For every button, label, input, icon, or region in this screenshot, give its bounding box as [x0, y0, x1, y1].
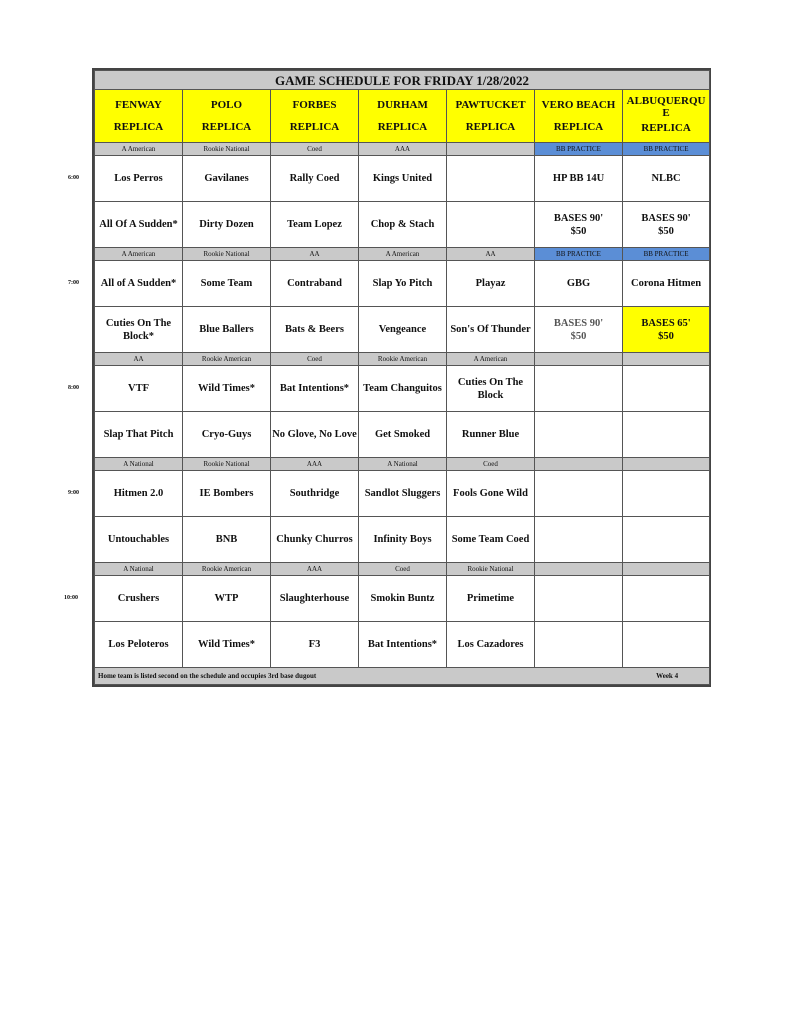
division-row [95, 563, 710, 576]
game-cell: GBG [535, 261, 623, 307]
division-row [95, 458, 710, 471]
division-label: AA [95, 353, 183, 366]
game-cell: Smokin Buntz [359, 576, 447, 622]
game-cell [535, 576, 623, 622]
game-cell: Slaughterhouse [271, 576, 359, 622]
field-sub: REPLICA [641, 122, 691, 134]
game-cell [623, 517, 710, 563]
game-cell: Cuties On The Block* [95, 307, 183, 353]
game-cell: Runner Blue [447, 412, 535, 458]
division-label: AAA [359, 143, 447, 156]
game-cell [535, 517, 623, 563]
division-label: Rookie American [183, 353, 271, 366]
game-row [95, 261, 710, 307]
game-row [95, 156, 710, 202]
game-cell: Los Perros [95, 156, 183, 202]
game-row [95, 412, 710, 458]
schedule-title: GAME SCHEDULE FOR FRIDAY 1/28/2022 [95, 71, 710, 90]
game-cell: Playaz [447, 261, 535, 307]
division-label: AAA [271, 458, 359, 471]
game-cell: Some Team [183, 261, 271, 307]
game-cell: Cuties On The Block [447, 366, 535, 412]
game-cell: BASES 90' $50 [535, 202, 623, 248]
game-cell: Wild Times* [183, 366, 271, 412]
field-sub: REPLICA [201, 121, 252, 133]
game-row [95, 366, 710, 412]
division-label: Rookie National [447, 563, 535, 576]
game-cell: BASES 90' $50 [535, 307, 623, 353]
field-name: DURHAM [377, 99, 428, 111]
field-sub: REPLICA [553, 121, 604, 133]
game-cell [535, 471, 623, 517]
division-label [623, 458, 710, 471]
game-cell: F3 [271, 622, 359, 668]
game-cell [447, 156, 535, 202]
division-label: Rookie National [183, 143, 271, 156]
game-cell: BASES 90' $50 [623, 202, 710, 248]
division-label: A American [95, 248, 183, 261]
game-cell: Wild Times* [183, 622, 271, 668]
division-label: Rookie National [183, 248, 271, 261]
division-label [623, 563, 710, 576]
game-cell: Chop & Stach [359, 202, 447, 248]
field-name: VERO BEACH [541, 99, 616, 111]
field-name: ALBUQUERQU E [626, 95, 706, 119]
game-cell: Slap That Pitch [95, 412, 183, 458]
game-cell: IE Bombers [183, 471, 271, 517]
game-cell [535, 366, 623, 412]
footer-note [95, 668, 710, 685]
time-label: 6:00 [68, 174, 79, 181]
field-name: FORBES [292, 99, 337, 111]
game-cell: BASES 65' $50 [623, 307, 710, 353]
game-cell: Some Team Coed [447, 517, 535, 563]
time-label: 10:00 [64, 594, 78, 601]
game-row [95, 471, 710, 517]
field-header [95, 90, 183, 143]
field-header [535, 90, 623, 143]
division-label: AA [447, 248, 535, 261]
game-cell: WTP [183, 576, 271, 622]
field-header [359, 90, 447, 143]
game-cell: Gavilanes [183, 156, 271, 202]
division-label: Coed [359, 563, 447, 576]
game-cell: Crushers [95, 576, 183, 622]
game-cell: Los Peloteros [95, 622, 183, 668]
game-cell [535, 412, 623, 458]
game-cell [447, 202, 535, 248]
game-cell: Kings United [359, 156, 447, 202]
game-row [95, 576, 710, 622]
game-cell: Get Smoked [359, 412, 447, 458]
game-cell [535, 622, 623, 668]
division-label: A National [95, 458, 183, 471]
division-label: BB PRACTICE [535, 248, 623, 261]
field-name: PAWTUCKET [455, 99, 526, 111]
field-sub: REPLICA [113, 121, 164, 133]
game-cell: Rally Coed [271, 156, 359, 202]
game-cell: All of A Sudden* [95, 261, 183, 307]
division-label: A National [95, 563, 183, 576]
division-label [535, 458, 623, 471]
field-name: FENWAY [115, 99, 162, 111]
week-label: Week 4 [656, 671, 679, 680]
game-cell: Chunky Churros [271, 517, 359, 563]
division-label: Rookie American [183, 563, 271, 576]
game-cell: Bat Intentions* [271, 366, 359, 412]
game-cell: Los Cazadores [447, 622, 535, 668]
schedule-sheet [92, 68, 711, 687]
division-row [95, 353, 710, 366]
game-cell [623, 576, 710, 622]
division-row [95, 248, 710, 261]
field-header [623, 90, 710, 143]
game-cell: VTF [95, 366, 183, 412]
division-label: Rookie National [183, 458, 271, 471]
time-label: 7:00 [68, 279, 79, 286]
game-cell: Team Lopez [271, 202, 359, 248]
field-sub: REPLICA [465, 121, 516, 133]
game-cell: Southridge [271, 471, 359, 517]
division-label [623, 353, 710, 366]
game-cell: Cryo-Guys [183, 412, 271, 458]
game-cell: Sandlot Sluggers [359, 471, 447, 517]
field-name: POLO [210, 99, 243, 111]
game-cell [623, 622, 710, 668]
game-cell: Blue Ballers [183, 307, 271, 353]
game-cell: Untouchables [95, 517, 183, 563]
game-cell: Slap Yo Pitch [359, 261, 447, 307]
field-header [447, 90, 535, 143]
game-cell: Hitmen 2.0 [95, 471, 183, 517]
game-row [95, 307, 710, 353]
division-label: A National [359, 458, 447, 471]
division-label: Rookie American [359, 353, 447, 366]
game-cell: Bat Intentions* [359, 622, 447, 668]
field-sub: REPLICA [289, 121, 340, 133]
game-cell [623, 471, 710, 517]
game-cell: Primetime [447, 576, 535, 622]
game-cell: Infinity Boys [359, 517, 447, 563]
division-label: AA [271, 248, 359, 261]
division-label: A American [359, 248, 447, 261]
division-label: Coed [271, 143, 359, 156]
division-label: Coed [271, 353, 359, 366]
game-cell [623, 366, 710, 412]
division-label [447, 143, 535, 156]
division-label: BB PRACTICE [535, 143, 623, 156]
field-header [183, 90, 271, 143]
field-sub: REPLICA [377, 121, 428, 133]
game-row [95, 517, 710, 563]
division-label: BB PRACTICE [623, 143, 710, 156]
division-label: A American [447, 353, 535, 366]
game-cell: HP BB 14U [535, 156, 623, 202]
division-label: A American [95, 143, 183, 156]
game-cell: Son's Of Thunder [447, 307, 535, 353]
game-cell: Dirty Dozen [183, 202, 271, 248]
field-header [271, 90, 359, 143]
game-row [95, 622, 710, 668]
game-cell: BNB [183, 517, 271, 563]
game-row [95, 202, 710, 248]
division-label: AAA [271, 563, 359, 576]
game-cell: Fools Gone Wild [447, 471, 535, 517]
game-cell: All Of A Sudden* [95, 202, 183, 248]
game-cell: Contraband [271, 261, 359, 307]
division-row [95, 143, 710, 156]
division-label [535, 563, 623, 576]
game-cell: Corona Hitmen [623, 261, 710, 307]
schedule-table [94, 70, 710, 685]
division-label [535, 353, 623, 366]
time-label: 9:00 [68, 489, 79, 496]
game-cell: Bats & Beers [271, 307, 359, 353]
home-team-note: Home team is listed second on the schedule and occupies 3rd base dugout [98, 671, 317, 680]
game-cell: Team Changuitos [359, 366, 447, 412]
division-label: Coed [447, 458, 535, 471]
game-cell: No Glove, No Love [271, 412, 359, 458]
game-cell [623, 412, 710, 458]
time-label: 8:00 [68, 384, 79, 391]
division-label: BB PRACTICE [623, 248, 710, 261]
game-cell: NLBC [623, 156, 710, 202]
game-cell: Vengeance [359, 307, 447, 353]
